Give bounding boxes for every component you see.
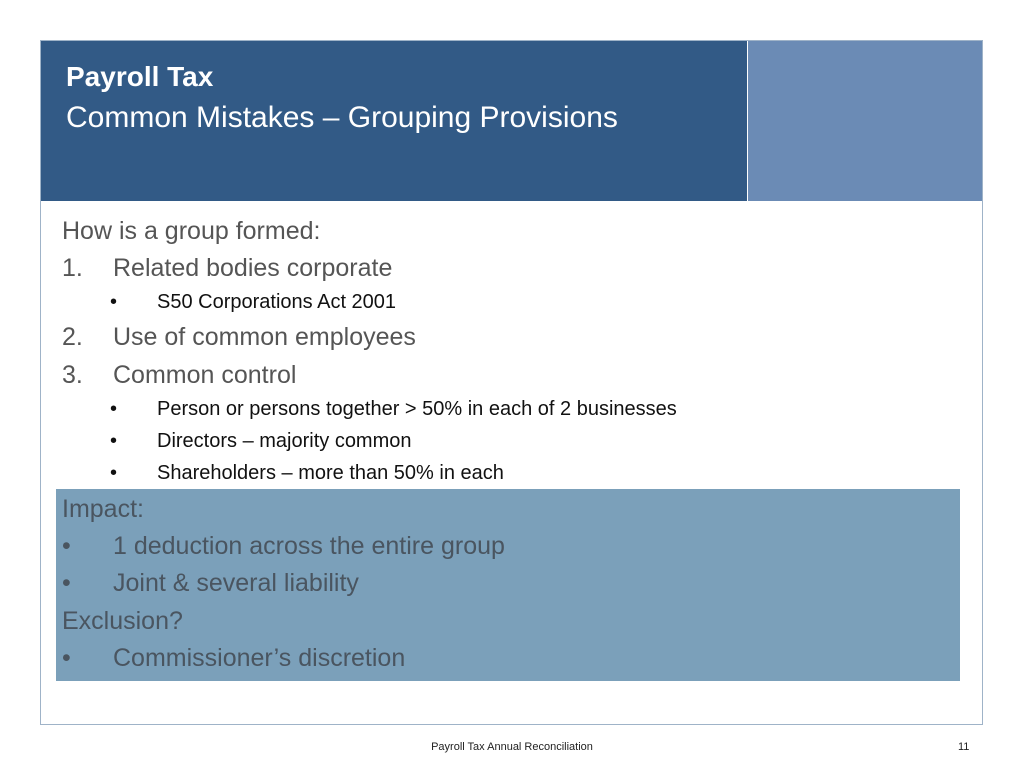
list-number: 3. [62, 361, 83, 389]
bullet-icon: • [62, 569, 71, 597]
page-number: 11 [958, 741, 970, 753]
bullet-icon: • [110, 462, 118, 484]
list-text: Related bodies corporate [113, 254, 393, 282]
footer-title: Payroll Tax Annual Reconciliation [431, 741, 593, 753]
list-text: Directors – majority common [157, 430, 412, 452]
accent-block [748, 41, 982, 201]
list-text: Commissioner’s discretion [113, 644, 406, 672]
list-text: Joint & several liability [113, 569, 359, 597]
list-text: Common control [113, 361, 297, 389]
list-text: Shareholders – more than 50% in each [157, 462, 504, 484]
group-question: How is a group formed: [62, 217, 321, 245]
list-number: 2. [62, 323, 83, 351]
exclusion-heading: Exclusion? [62, 607, 183, 635]
list-text: 1 deduction across the entire group [113, 532, 505, 560]
impact-heading: Impact: [62, 495, 144, 523]
list-text: S50 Corporations Act 2001 [157, 291, 397, 313]
list-text: Person or persons together > 50% in each of 2 businesses [157, 398, 677, 420]
bullet-icon: • [110, 291, 118, 313]
list-number: 1. [62, 254, 83, 282]
bullet-icon: • [110, 398, 118, 420]
bullet-icon: • [62, 644, 71, 672]
list-text: Use of common employees [113, 323, 416, 351]
slide-title: Payroll Tax [66, 61, 214, 92]
bullet-icon: • [62, 532, 71, 560]
slide-subtitle: Common Mistakes – Grouping Provisions [66, 101, 618, 134]
impact-box [56, 489, 960, 681]
bullet-icon: • [110, 430, 118, 452]
